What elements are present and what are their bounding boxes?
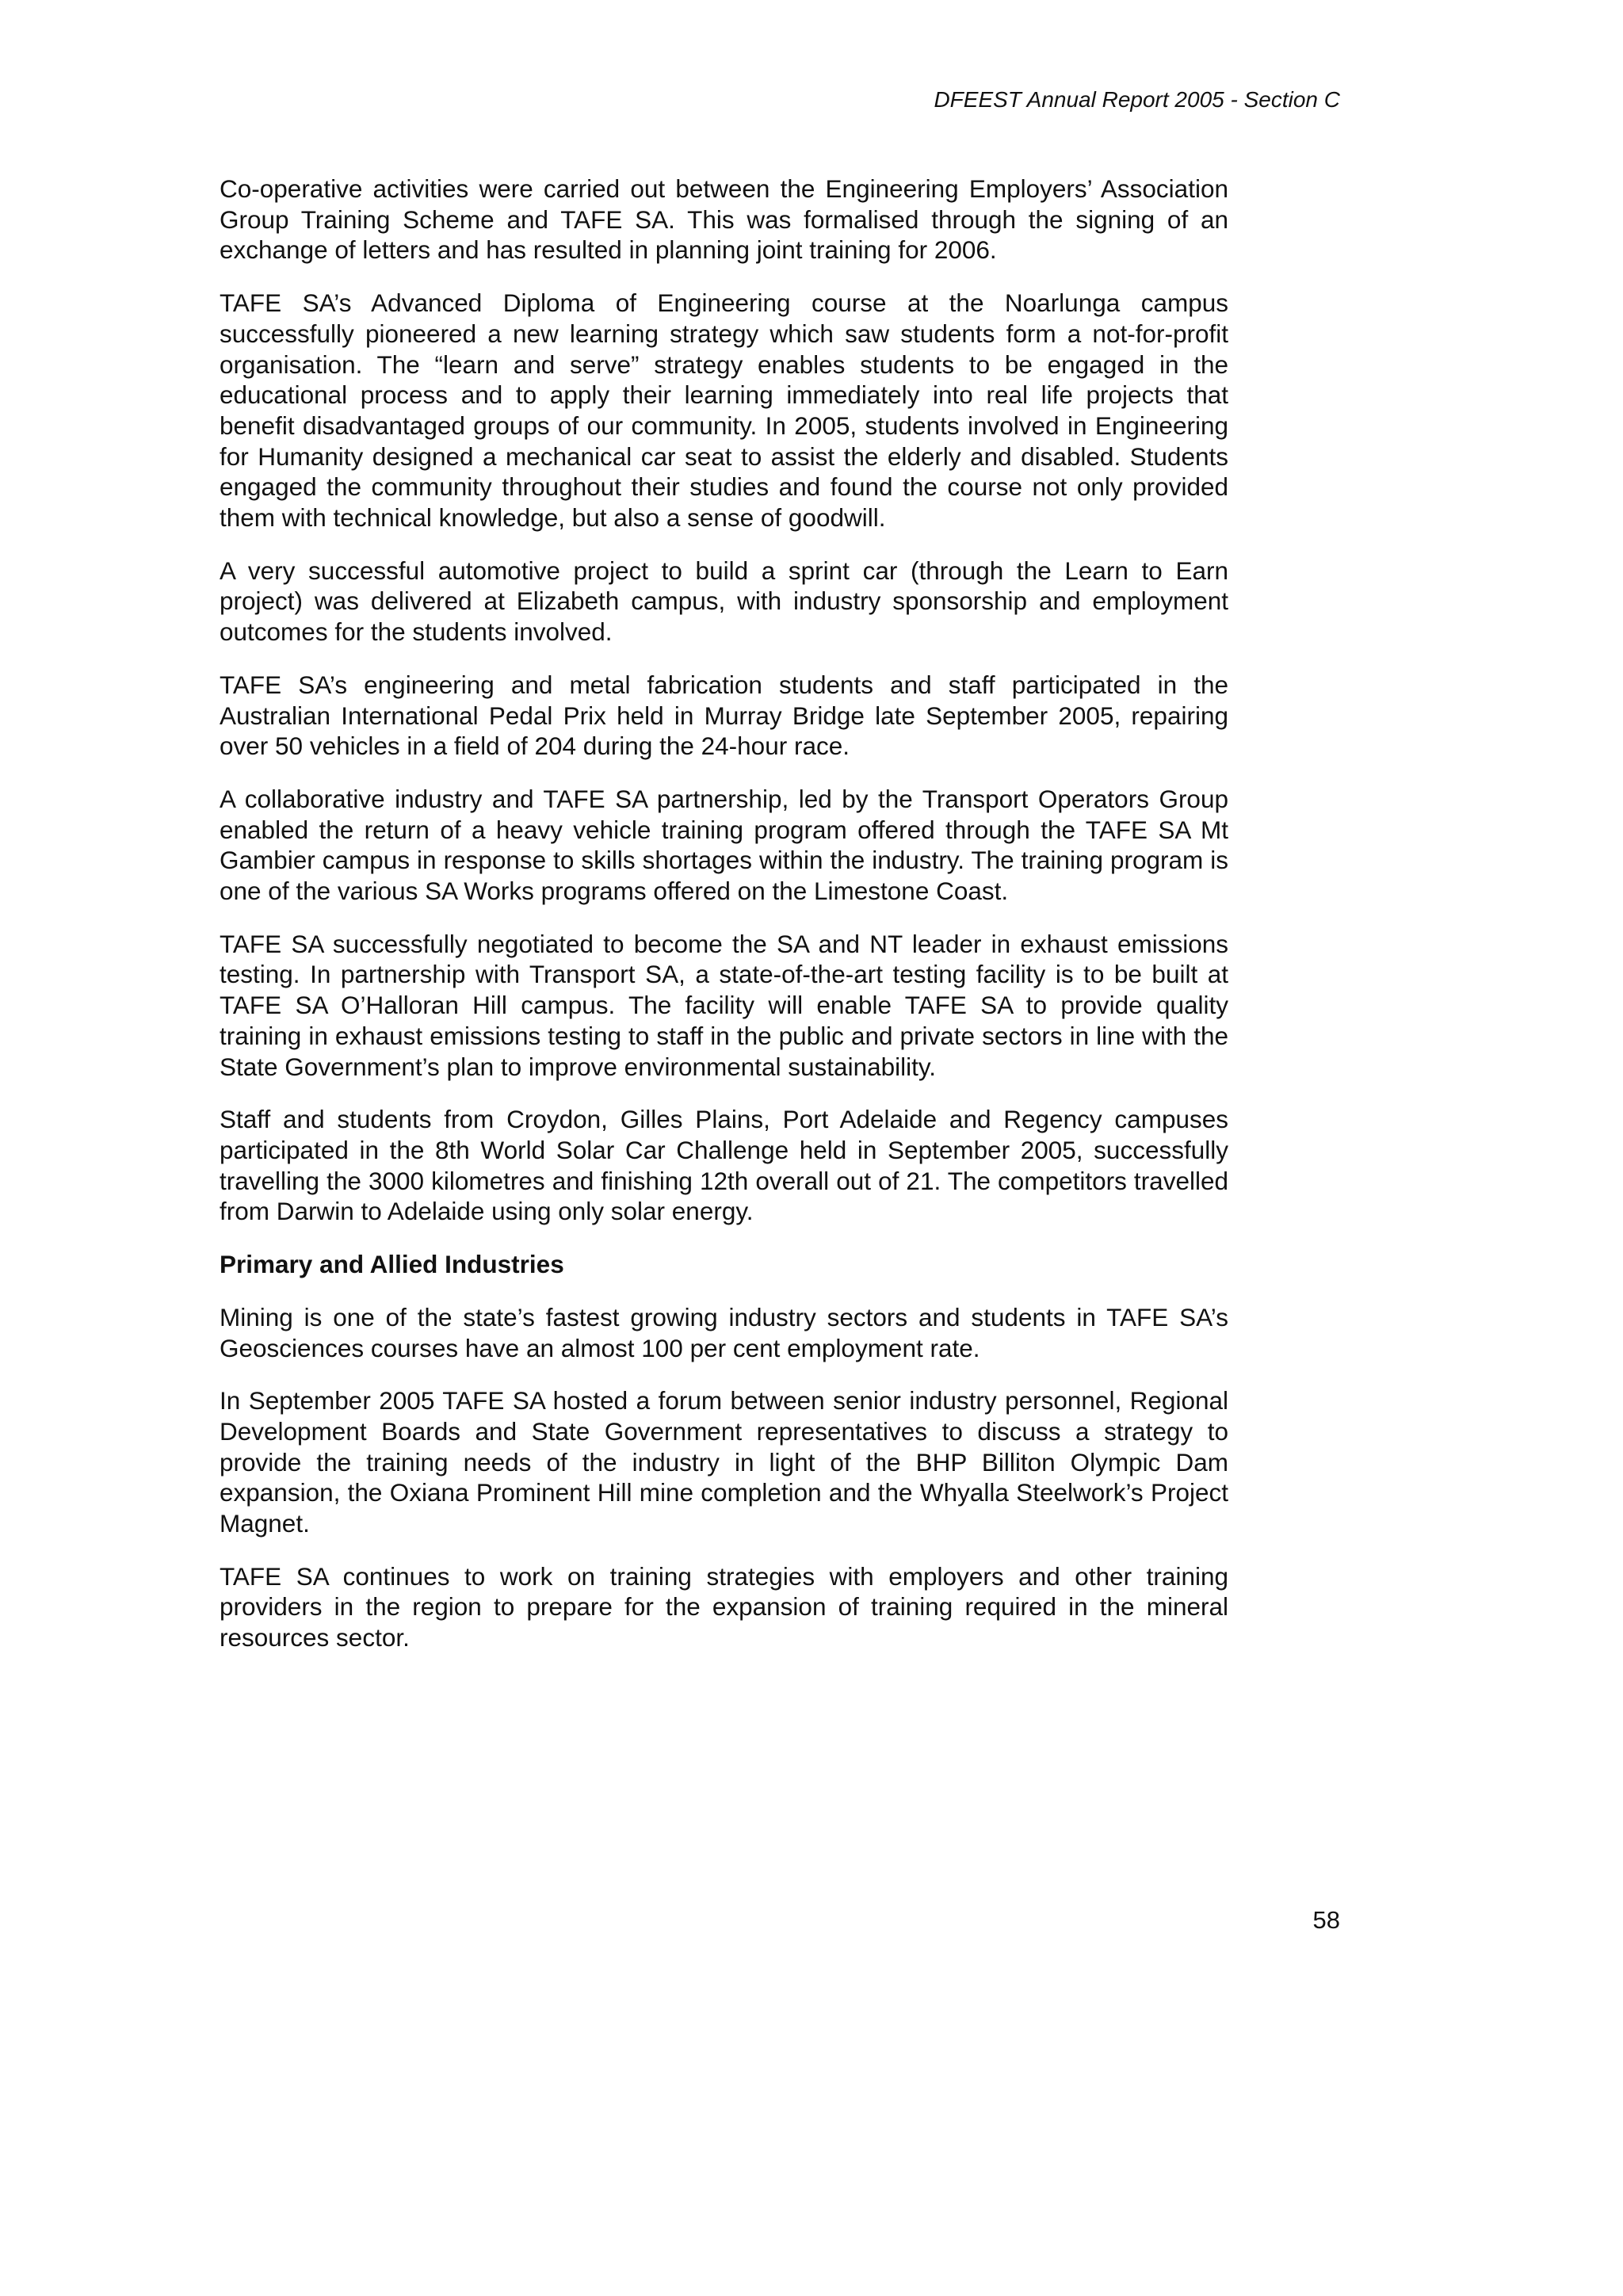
paragraph-pedal-prix: TAFE SA’s engineering and metal fabrication students and staff participated in the Australian International Pedal Prix held in Murray Bridge late September 2005, repairing over 50 vehicles in a field of 204 during the 24-hour race. xyxy=(220,670,1228,761)
page-number: 58 xyxy=(1312,1906,1340,1934)
paragraph-mining-growth: Mining is one of the state’s fastest growing industry sectors and students in TAFE SA’s Geosciences courses have an almost 100 per cent employment rate. xyxy=(220,1302,1228,1362)
running-header: DFEEST Annual Report 2005 - Section C xyxy=(934,87,1340,112)
paragraph-engineering-employers: Co-operative activities were carried out between the Engineering Employers’ Association Group Training Scheme and TAFE SA. This was formalised through the signing of an exchange of letters and has resulted in planning joint training for 2006. xyxy=(220,174,1228,265)
paragraph-heavy-vehicle-training: A collaborative industry and TAFE SA partnership, led by the Transport Operators Group enabled the return of a heavy vehicle training program offered through the TAFE SA Mt Gambier campus in response to skills shortages within the industry. The training program is one of the various SA Works programs offered on the Limestone Coast. xyxy=(220,784,1228,906)
paragraph-sprint-car-project: A very successful automotive project to build a sprint car (through the Learn to Earn project) was delivered at Elizabeth campus, with industry sponsorship and employment outcomes for the students involved. xyxy=(220,556,1228,647)
section-heading: Primary and Allied Industries xyxy=(220,1250,564,1279)
paragraph-exhaust-emissions: TAFE SA successfully negotiated to become the SA and NT leader in exhaust emissions testing. In partnership with Transport SA, a state-of-the-art testing facility is to be built at TAFE SA O’Halloran Hill campus. The facility will enable TAFE SA to provide quality training in exhaust emissions testing to staff in the public and private sectors in line with the State Government’s plan to improve environmental sustainability. xyxy=(220,929,1228,1081)
paragraph-solar-car-challenge: Staff and students from Croydon, Gilles Plains, Port Adelaide and Regency campuses participated in the 8th World Solar Car Challenge held in September 2005, successfully travelling the 3000 kilometres and finishing 12th overall out of 21. The competitors travelled from Darwin to Adelaide using only solar energy. xyxy=(220,1105,1228,1226)
paragraph-advanced-diploma-engineering: TAFE SA’s Advanced Diploma of Engineering course at the Noarlunga campus successfully pioneered a new learning strategy which saw students form a not-for-profit organisation. The “learn and serve” strategy enables students to be engaged in the educational process and to apply their learning immediately into real life projects that benefit disadvantaged groups of our community. In 2005, students involved in Engineering for Humanity designed a mechanical car seat to assist the elderly and disabled. Students engaged the community throughout their studies and found the course not only provided them with technical knowledge, but also a sense of goodwill. xyxy=(220,288,1228,533)
paragraph-training-strategies: TAFE SA continues to work on training strategies with employers and other training providers in the region to prepare for the expansion of training required in the mineral resources sector. xyxy=(220,1561,1228,1652)
body-text xyxy=(220,174,1228,1675)
paragraph-industry-forum: In September 2005 TAFE SA hosted a forum between senior industry personnel, Regional Development Boards and State Government representatives to discuss a strategy to provide the training needs of the industry in light of the BHP Billiton Olympic Dam expansion, the Oxiana Prominent Hill mine completion and the Whyalla Steelwork’s Project Magnet. xyxy=(220,1386,1228,1538)
